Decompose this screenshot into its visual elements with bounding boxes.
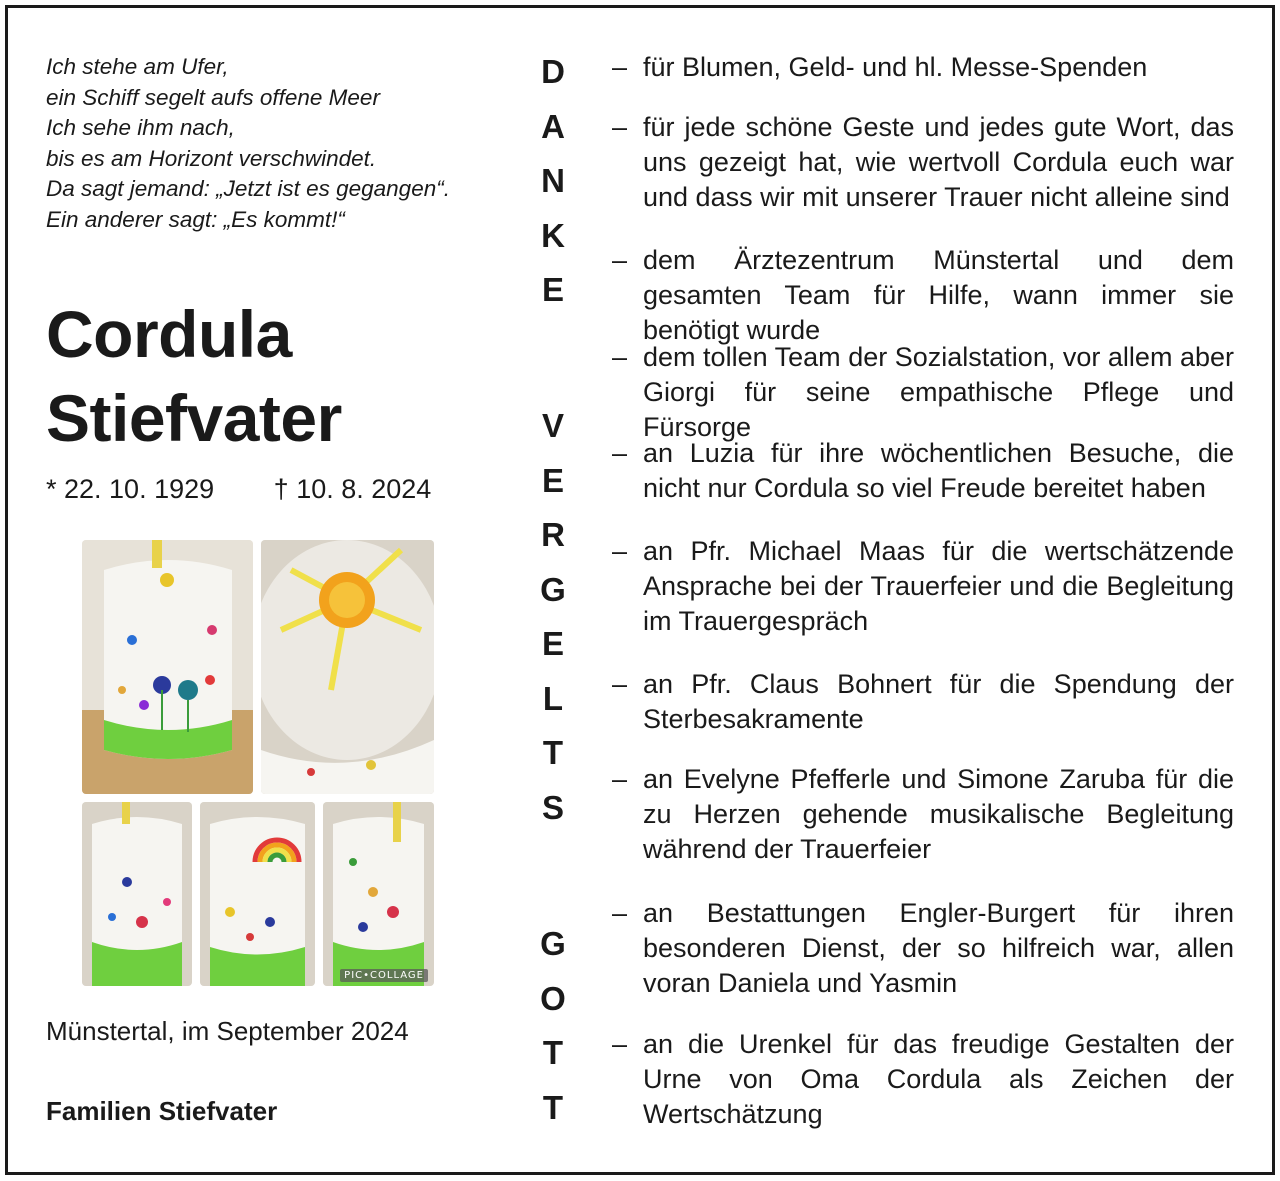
first-name: Cordula	[46, 297, 292, 371]
thanks-item	[612, 110, 1234, 215]
thanks-item	[612, 762, 1234, 867]
vertical-letter: G	[540, 570, 566, 608]
birth-date: * 22. 10. 1929	[46, 474, 215, 504]
urn-photo	[323, 802, 434, 986]
thanks-text: an Evelyne Pfefferle und Simone Zaruba für die zu Herzen gehende musikalische Begleitung während der Trauerfeier	[643, 764, 1234, 864]
vertical-letter: V	[541, 407, 564, 444]
dash: –	[612, 669, 628, 699]
thanks-item	[612, 667, 1234, 737]
dash: –	[612, 764, 628, 794]
thanks-text: für Blumen, Geld- und hl. Messe-Spenden	[643, 52, 1148, 82]
collage-caption: PIC•COLLAGE	[340, 969, 428, 982]
vertical-letter: N	[541, 162, 565, 199]
dash: –	[612, 245, 628, 275]
dash: –	[612, 342, 628, 372]
vertical-word-danke	[530, 52, 576, 325]
poem-line: Ich sehe ihm nach,	[46, 115, 235, 140]
vertical-letter: E	[541, 461, 564, 499]
deceased-name	[46, 292, 342, 460]
poem-line: Ein anderer sagt: „Es kommt!“	[46, 206, 345, 232]
vertical-letter: G	[540, 925, 566, 962]
thanks-text: an Pfr. Michael Maas für die wertschätzende Ansprache bei der Trauerfeier und die Begleitung im Trauergespräch	[643, 536, 1234, 636]
vertical-letter: R	[541, 516, 565, 553]
vertical-word-gott	[530, 924, 576, 1142]
thanks-item	[612, 1027, 1234, 1132]
vertical-letter: E	[541, 271, 564, 308]
vertical-letter: T	[542, 1034, 564, 1071]
vertical-letter: K	[541, 216, 565, 254]
thanks-text: an Luzia für ihre wöchentlichen Besuche, die nicht nur Cordula so viel Freude bereitet haben	[643, 438, 1234, 503]
vertical-letter: A	[541, 107, 565, 145]
thanks-item	[612, 50, 1234, 85]
thanks-item	[612, 534, 1234, 639]
vertical-letter: O	[540, 979, 566, 1017]
thanks-text: dem tollen Team der Sozialstation, vor allem aber Giorgi für seine empathische Pflege und Fürsorge	[643, 342, 1234, 442]
poem-line: Ich stehe am Ufer,	[46, 54, 229, 79]
thanks-text: an Bestattungen Engler-Burgert für ihren besonderen Dienst, der so hilfreich war, allen voran Daniela und Yasmin	[643, 898, 1234, 998]
dash: –	[612, 898, 628, 928]
life-dates	[46, 474, 431, 505]
urn-photo	[82, 802, 192, 986]
thanks-text: an Pfr. Claus Bohnert für die Spendung der Sterbesakramente	[643, 669, 1234, 734]
last-name: Stiefvater	[46, 381, 342, 455]
dash: –	[612, 1029, 628, 1059]
thanks-item	[612, 340, 1234, 445]
death-date: † 10. 8. 2024	[273, 474, 432, 504]
dash: –	[612, 52, 628, 82]
vertical-letter: S	[541, 788, 564, 826]
vertical-letter: L	[542, 679, 564, 717]
poem-line: bis es am Horizont verschwindet.	[46, 145, 377, 171]
urn-photo	[82, 540, 253, 794]
place-date: Münstertal, im September 2024	[46, 1016, 409, 1046]
dash: –	[612, 536, 628, 566]
urn-photo	[261, 540, 434, 794]
dash: –	[612, 112, 628, 142]
poem	[46, 52, 450, 235]
thanks-text: an die Urenkel für das freudige Gestalten der Urne von Oma Cordula als Zeichen der Wertschätzung	[643, 1029, 1234, 1129]
thanks-item	[612, 243, 1234, 348]
vertical-letter: T	[542, 734, 564, 771]
vertical-word-vergelts	[530, 406, 576, 842]
signature: Familien Stiefvater	[46, 1096, 278, 1126]
thanks-text: dem Ärztezentrum Münstertal und dem gesamten Team für Hilfe, wann immer sie benötigt wurde	[643, 245, 1234, 345]
dash: –	[612, 438, 628, 468]
poem-line: ein Schiff segelt aufs offene Meer	[46, 84, 380, 110]
thanks-item	[612, 436, 1234, 506]
thanks-item	[612, 896, 1234, 1001]
vertical-letter: E	[541, 625, 564, 662]
thanks-text: für jede schöne Geste und jedes gute Wort, das uns gezeigt hat, wie wertvoll Cordula euch war und dass wir mit unserer Trauer nicht alleine sind	[643, 112, 1234, 212]
vertical-letter: D	[541, 53, 565, 90]
poem-line: Da sagt jemand: „Jetzt ist es gegangen“.	[46, 176, 450, 201]
urn-photo	[200, 802, 315, 986]
urn-photo-collage	[80, 540, 435, 986]
vertical-letter: T	[542, 1088, 564, 1126]
